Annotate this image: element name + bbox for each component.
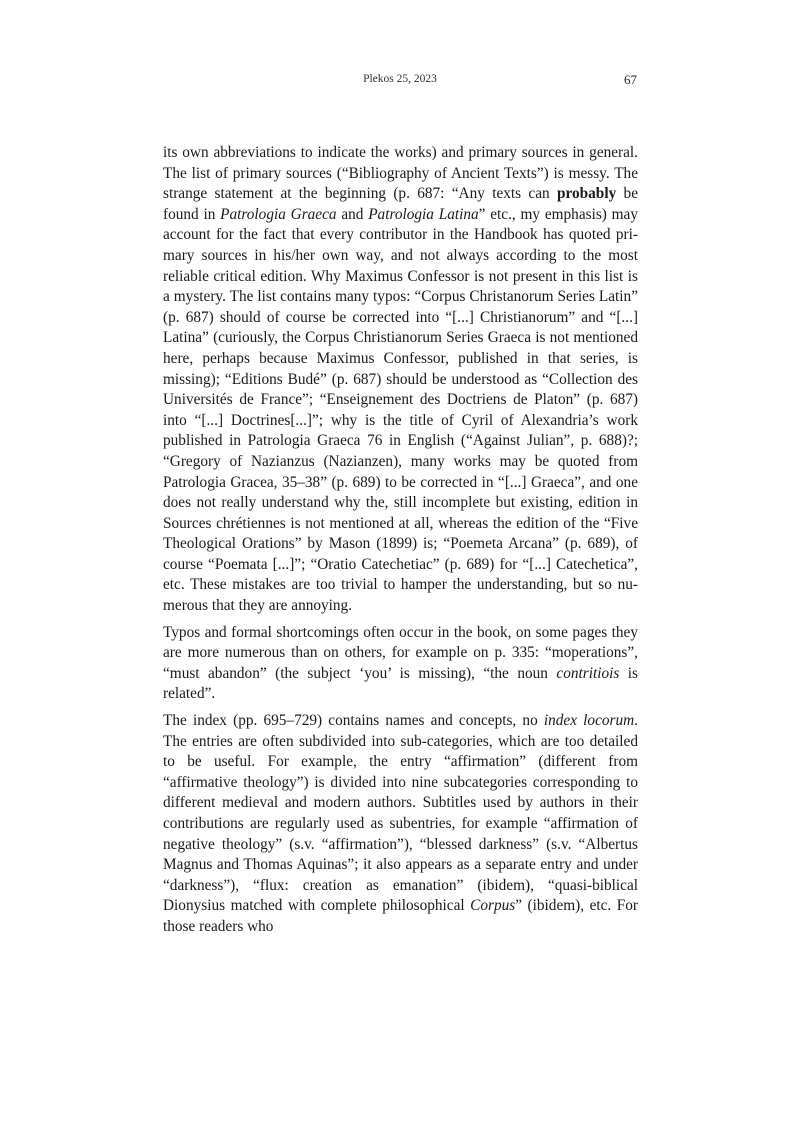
emphasis-bold: probably [556, 185, 617, 203]
title-italic: Patrologia Latina [368, 205, 479, 223]
text-segment: ” etc., my emphasis) may account for the fact that every contributor in the Handbook has quoted primary sources in his/her own way, and not always according to the most reliable critical edition. Why Maximus Confessor is not present in this list is a mystery. The list contains many typos: “Corpus Christanorum Series Latin” (p. 687) should of course be corrected into “[...] Christianorum” and “[...] Latina” (curiously, the Corpus Christianorum Series Graeca is not mentioned here, perhaps because Maximus Confessor, published in that series, is missing); “Editions Budé” (p. 687) should be understood as “Collection des Universités de France”; “Enseignement des Doctriens de Platon” (p. 687) into “[...] Doctrines[...]”; why is the title of Cyril of Alexandria’s work published in Patrologia Graeca 76 in English (“Against Julian”, p. 688)?; “Gregory of Nazianzus (Nazianzen), many works may be quoted from Patrologia Gracea, 35–38” (p. 689) to be corrected in “[...] Graeca”, and one does not really understand why the, still incomplete but existing, edition in Sources chrétiennes is not mentioned at all, whereas the edition of the “Five Theological Orations” by Mason (1899) is; “Poemeta Arcana” (p. 689), of course “Poemata [...]”; “Oratio Catechetiac” (p. 689) for “[...] Catechetica”, etc. These mistakes are too trivial to hamper the understanding, but so numerous that they are annoying. [163, 205, 638, 615]
body-text [163, 143, 638, 944]
term-italic: index locorum [543, 712, 635, 730]
running-header [163, 73, 637, 89]
text-segment: The index (pp. 695–729) contains names and concepts, no [163, 712, 544, 730]
text-segment: and [336, 205, 369, 223]
paragraph-index [163, 711, 638, 938]
text-segment: Typos and formal shortcomings often occur in the book, on some pages they are more numerous than on others, for example on p. 335: “moperations”, “must abandon” (the subject ‘you’ is missing), “the noun [163, 623, 638, 682]
journal-title: Plekos 25, 2023 [363, 73, 437, 85]
title-italic: Patrologia Graeca [220, 205, 337, 223]
text-segment: ” (ibidem), etc. For those readers who [163, 897, 638, 935]
text-segment: its own abbreviations to indicate the works) and primary sources in general. The list of primary sources (“Bibliography of Ancient Texts”) is messy. The strange statement at the beginning (p. 687: “Any texts can [163, 144, 638, 203]
page-number: 67 [624, 72, 637, 87]
paragraph-typos [163, 623, 638, 705]
term-italic: Corpus [470, 897, 516, 915]
text-segment: be found in [163, 185, 638, 223]
text-segment: . The entries are often subdivided into sub-categories, which are too detailed to be useful. For example, the entry “affirmation” (different from “affirmative theology”) is divided into nine subcategories corresponding to different medieval and modern authors. Subtitles used by authors in their contributions are regularly used as subentries, for example “affirmation of negative theology” (s.v. “affirmation”), “blessed darkness” (s.v. “Albertus Magnus and Thomas Aquinas”; it also appears as a separate entry and under “darkness”), “flux: creation as emanation” (ibidem), “quasi-biblical Dionysius matched with complete philosophical [163, 712, 638, 915]
term-italic: contritiois [556, 664, 620, 682]
paragraph-primary-sources [163, 143, 638, 617]
text-segment: is related”. [163, 664, 638, 703]
